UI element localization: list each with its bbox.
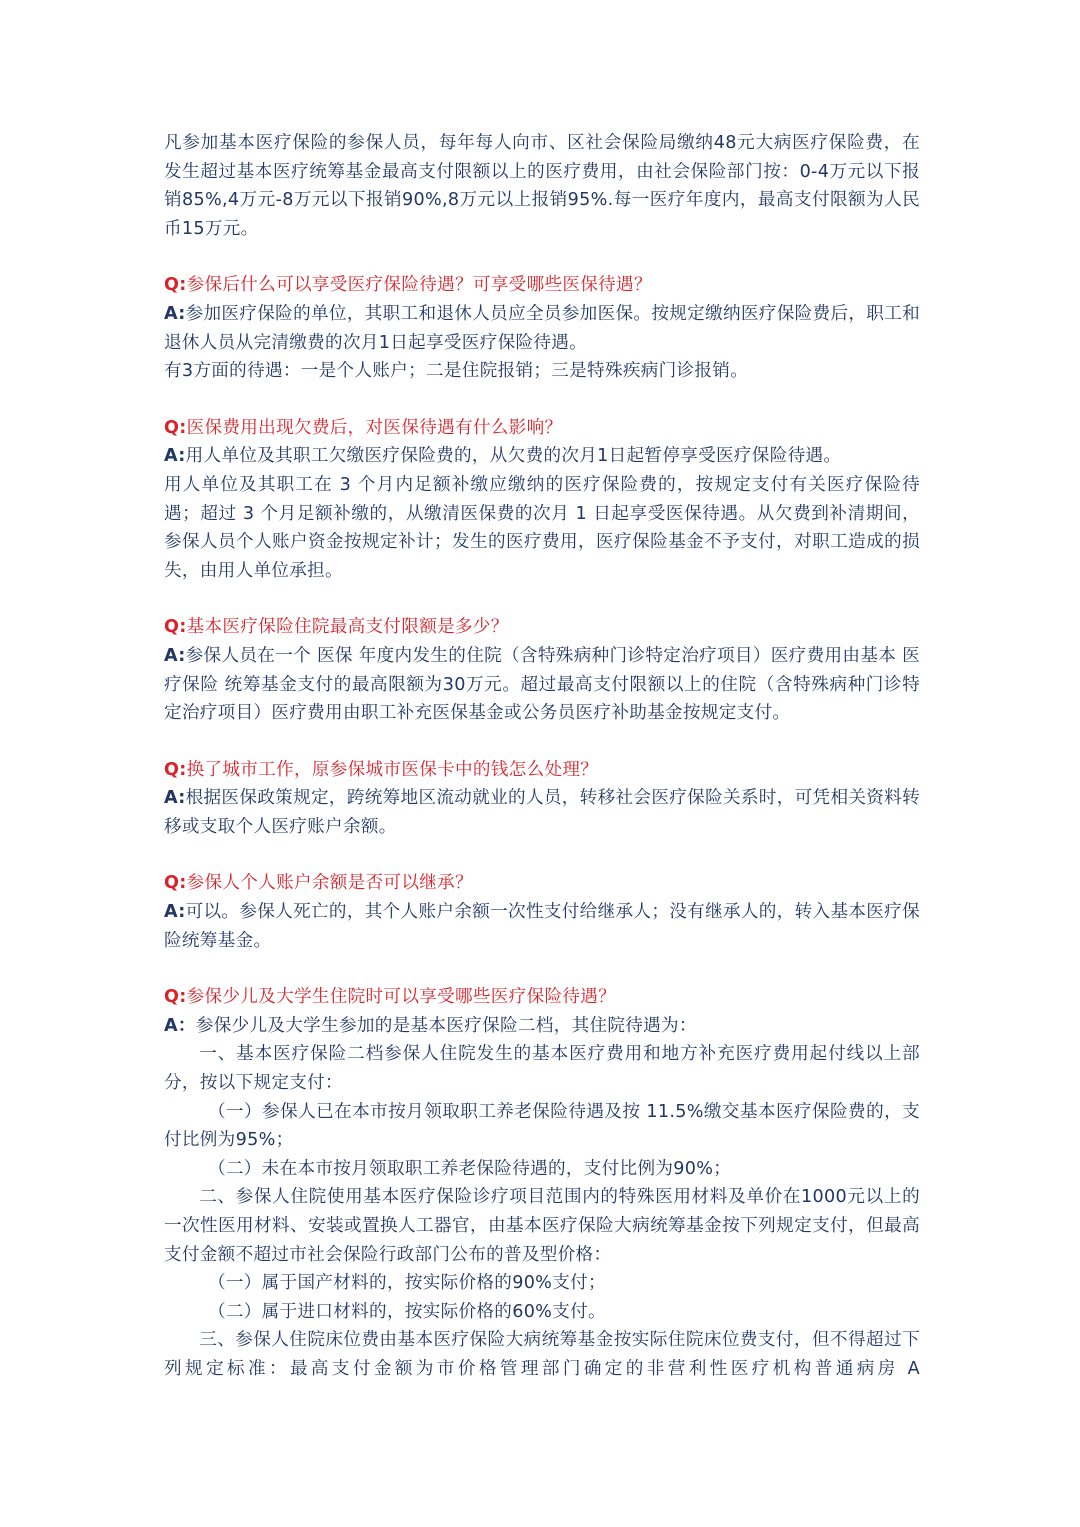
question-text: 参保少儿及大学生住院时可以享受哪些医疗保险待遇？ <box>186 987 617 1008</box>
question-text: 参保人个人账户余额是否可以继承？ <box>186 873 473 894</box>
answer-prefix: A: <box>164 303 186 324</box>
answer-text: 参保少儿及大学生参加的是基本医疗保险二档，其住院待遇为： <box>195 1015 697 1036</box>
answer <box>164 898 920 955</box>
answer-text: 用人单位及其职工欠缴医疗保险费的，从欠费的次月1日起暂停享受医疗保险待遇。 <box>185 446 842 467</box>
answer-continued: 用人单位及其职工在 3 个月内足额补缴应缴纳的医疗保险费的，按规定支付有关医疗保险待遇；超过 3 个月足额补缴的，从缴清医保费的次月 1 日起享受医保待遇。从欠费到补清期间，参保人员个人账户资金按规定补计；发生的医疗费用，医疗保险基金不予支付，对职工造成的损失，由用人单位承担。 <box>164 474 920 581</box>
benefit-subitem-2-1: （一）属于国产材料的，按实际价格的90%支付； <box>208 1273 606 1294</box>
answer-text: 参保人员在一个 医保 年度内发生的住院（含特殊病种门诊特定治疗项目）医疗费用由基本 医疗保险 统筹基金支付的最高限额为30万元。超过最高支付限额以上的住院（含特殊病种门诊特定治疗项目）医疗费用由职工补充医保基金或公务员医疗补助基金按规定支付。 <box>164 645 920 724</box>
benefit-subitem-2-2: （二）属于进口材料的，按实际价格的60%支付。 <box>208 1301 606 1322</box>
answer-continued: 有3方面的待遇：一是个人账户；二是住院报销；三是特殊疾病门诊报销。 <box>164 361 749 382</box>
question <box>164 414 920 443</box>
question-text: 换了城市工作，原参保城市医保卡中的钱怎么处理？ <box>186 759 599 780</box>
question <box>164 613 920 642</box>
answer <box>164 442 920 471</box>
document-body <box>164 129 920 1412</box>
question <box>164 271 920 300</box>
qa-block-6 <box>164 983 920 1383</box>
answer-text: 根据医保政策规定，跨统筹地区流动就业的人员，转移社会医疗保险关系时，可凭相关资料转移或支取个人医疗账户余额。 <box>164 788 920 837</box>
question-text: 参保后什么可以享受医疗保险待遇？可享受哪些医保待遇？ <box>186 275 652 296</box>
benefit-item-3: 三、参保人住院床位费由基本医疗保险大病统筹基金按实际住院床位费支付，但不得超过下列规定标准：最高支付金额为市价格管理部门确定的非营利性医疗机构普通病房 A <box>164 1330 920 1379</box>
answer-text: 可以。参保人死亡的，其个人账户余额一次性支付给继承人；没有继承人的，转入基本医疗保险统筹基金。 <box>164 902 920 951</box>
question-prefix: Q: <box>164 873 187 894</box>
question-prefix: Q: <box>164 617 187 638</box>
answer-prefix: A： <box>164 1015 196 1036</box>
answer <box>164 784 920 841</box>
benefit-subitem-1-1: （一）参保人已在本市按月领取职工养老保险待遇及按 11.5%缴交基本医疗保险费的，支付比例为95%； <box>164 1101 920 1151</box>
benefit-item-2: 二、参保人住院使用基本医疗保险诊疗项目范围内的特殊医用材料及单价在1000元以上的一次性医用材料、安装或置换人工器官，由基本医疗保险大病统筹基金按下列规定支付，但最高支付金额不超过市社会保险行政部门公布的普及型价格： <box>164 1187 920 1265</box>
answer-prefix: A: <box>164 902 186 923</box>
question-prefix: Q: <box>164 417 187 438</box>
answer <box>164 300 920 357</box>
answer-prefix: A: <box>164 645 186 666</box>
answer-text: 参加医疗保险的单位，其职工和退休人员应全员参加医保。按规定缴纳医疗保险费后，职工和退休人员从完清缴费的次月1日起享受医疗保险待遇。 <box>164 303 920 353</box>
question-prefix: Q: <box>164 759 187 780</box>
intro-paragraph: 凡参加基本医疗保险的参保人员，每年每人向市、区社会保险局缴纳48元大病医疗保险费，在发生超过基本医疗统筹基金最高支付限额以上的医疗费用，由社会保险部门按：0-4万元以下报销85%,4万元-8万元以下报销90%,8万元以上报销95%.每一医疗年度内，最高支付限额为人民币15万元。 <box>164 133 920 239</box>
question-text: 基本医疗保险住院最高支付限额是多少？ <box>186 617 509 638</box>
answer <box>164 642 920 728</box>
answer <box>164 1012 920 1041</box>
qa-block-2 <box>164 414 920 586</box>
question-prefix: Q: <box>164 987 187 1008</box>
question <box>164 869 920 898</box>
answer-prefix: A: <box>164 446 186 467</box>
benefit-subitem-1-2: （二）未在本市按月领取职工养老保险待遇的，支付比例为90%； <box>208 1158 732 1179</box>
qa-block-4 <box>164 756 920 842</box>
question <box>164 983 920 1012</box>
qa-block-3 <box>164 613 920 727</box>
question-prefix: Q: <box>164 275 187 296</box>
qa-block-5 <box>164 869 920 955</box>
qa-block-1 <box>164 271 920 385</box>
benefit-item-1: 一、基本医疗保险二档参保人住院发生的基本医疗费用和地方补充医疗费用起付线以上部分，按以下规定支付： <box>164 1044 920 1094</box>
question <box>164 756 920 785</box>
question-text: 医保费用出现欠费后，对医保待遇有什么影响？ <box>186 417 563 438</box>
answer-prefix: A: <box>164 788 186 809</box>
